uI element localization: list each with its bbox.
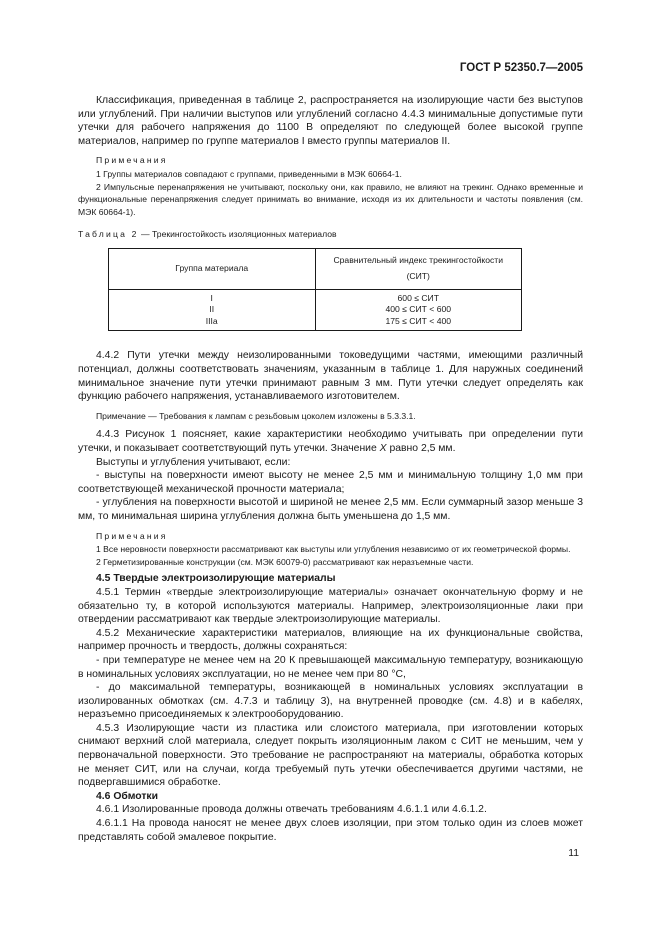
notes-label: Примечания bbox=[96, 530, 168, 541]
standard-header: ГОСТ Р 52350.7—2005 bbox=[459, 62, 583, 74]
paragraph-vystupy: Выступы и углубления учитывают, если: bbox=[96, 456, 291, 468]
paragraph-4-5-3: 4.5.3 Изолирующие части из пластика или слоистого материала, при изготовлении которых снимают верхний слой материала, следует покрыть изоляционным лаком с СИТ не меньшим, чем у первоначальной поверхности. Это требование не распространяют на материалы, обработка которых не меняет СИТ, или на случаи, когда требуемый путь утечки обеспечивается другими частями, не подвергавшимися обработке. bbox=[78, 722, 583, 789]
paragraph-4-5-2: 4.5.2 Механические характеристики материалов, влияющие на их функциональные свойства, например прочность и твердость, должны сохраняться: bbox=[78, 627, 583, 653]
note-lamps: Примечание — Требования к лампам с резьбовым цоколем изложены в 5.3.3.1. bbox=[96, 410, 416, 421]
intro-paragraph: Классификация, приведенная в таблице 2, распространяется на изолирующие части без выступов или углублений. При наличии выступов или углублений согласно 4.4.3 минимальные допустимые пути утечки для рабочего напряжения до 1100 В определяют по следующей более высокой группе материалов, например по группе материалов I вместо группы материалов II. bbox=[78, 95, 583, 147]
table-caption bbox=[78, 228, 583, 242]
paragraph-4-4-2: 4.4.2 Пути утечки между неизолированными токоведущими частями, имеющими различный потенциал, должны соответствовать значениям, указанным в таблице 1. Для наружных соединений минимальное значение пути утечки принимают равным 3 мм. Пути утечки следует определять как функцию рабочего напряжения, устанавливаемого изготовителем. bbox=[78, 350, 583, 403]
table-caption-text: — Трекингостойкость изоляционных материалов bbox=[138, 229, 337, 240]
paragraph-4-6-1: 4.6.1 Изолированные провода должны отвечать требованиям 4.6.1.1 или 4.6.1.2. bbox=[96, 804, 487, 816]
table-cell: 175 ≤ СИТ < 400 bbox=[385, 315, 452, 326]
table-caption-label: Таблица 2 bbox=[78, 229, 139, 240]
section-heading-4-5: 4.5 Твердые электроизолирующие материалы bbox=[96, 573, 336, 585]
col-header-cti-line1: Сравнительный индекс трекингостойкости bbox=[333, 254, 504, 265]
notes-label: Примечания bbox=[96, 155, 168, 166]
table-cell: 400 ≤ СИТ < 600 bbox=[385, 304, 452, 315]
note-item: 1 Все неровности поверхности рассматривают как выступы или углубления независимо от их геометрической формы. bbox=[96, 544, 571, 555]
paragraph-4-5-1: 4.5.1 Термин «твердые электроизолирующие материалы» означает окончательную форму и не обязательно ту, в которой используются материалы. Например, электроизоляционные лаки при отвердении рассматривают как твердые электроизолирующие материалы. bbox=[78, 586, 583, 626]
p443-variable: X bbox=[379, 443, 387, 454]
table-cell: 600 ≤ СИТ bbox=[397, 292, 439, 303]
tracking-resistance-table bbox=[108, 248, 522, 332]
list-item: - при температуре не менее чем на 20 К превышающей максимальную температуру, возникающую в номинальных условиях эксплуатации, но не менее чем при 80 °С, bbox=[78, 654, 583, 680]
cti-column-cell bbox=[315, 289, 522, 331]
note-item: 2 Герметизированные конструкции (см. МЭК 60079-0) рассматривают как неразъемные части. bbox=[96, 556, 474, 567]
table-cell: I bbox=[210, 292, 213, 303]
group-column-cell bbox=[109, 289, 316, 331]
list-item: - выступы на поверхности имеют высоту не менее 2,5 мм и минимальную толщину 1,0 мм при соответствующей механической прочности материала; bbox=[78, 470, 583, 495]
page-number: 11 bbox=[568, 848, 579, 859]
col-header-group: Группа материала bbox=[109, 248, 316, 289]
col-header-cti bbox=[315, 248, 522, 289]
table-cell: IIIa bbox=[205, 315, 218, 326]
p443-text: 4.4.3 Рисунок 1 поясняет, какие характеристики необходимо учитывать при определении пути утечки, и показывает соответствующий путь утечки. Значение bbox=[78, 429, 583, 454]
section-heading-4-6: 4.6 Обмотки bbox=[96, 790, 159, 802]
list-item: - углубления на поверхности высотой и шириной не менее 2,5 мм. Если суммарный зазор меньше 3 мм, то минимальная ширина углубления должна быть уменьшена до 1,5 мм. bbox=[78, 497, 583, 522]
list-item: - до максимальной температуры, возникающей в номинальных условиях эксплуатации в изолированных обмотках (см. 4.7.3 и таблицу 3), на внутренней проводке (см. 4.8) и в кабелях, неразъемно присоединяемых к электрооборудованию. bbox=[78, 682, 583, 721]
paragraph-4-4-3 bbox=[78, 428, 583, 455]
note-item: 1 Группы материалов совпадают с группами, приведенными в МЭК 60664-1. bbox=[96, 168, 402, 179]
p443-text-end: равно 2,5 мм. bbox=[386, 443, 456, 454]
note-item: 2 Импульсные перенапряжения не учитывают, поскольку они, как правило, не влияют на трекинг. Однако временные и функциональные перенапряжения следует принимать во внимание, исходя из их длительности и частоты появления (см. МЭК 60664-1). bbox=[78, 181, 583, 217]
page-content bbox=[78, 94, 583, 844]
table-cell: II bbox=[209, 304, 215, 315]
col-header-cti-line2: (СИТ) bbox=[406, 271, 430, 282]
paragraph-4-6-1-1: 4.6.1.1 На провода наносят не менее двух слоев изоляции, при этом только один из слоев может представлять собой эмалевое покрытие. bbox=[78, 818, 583, 843]
